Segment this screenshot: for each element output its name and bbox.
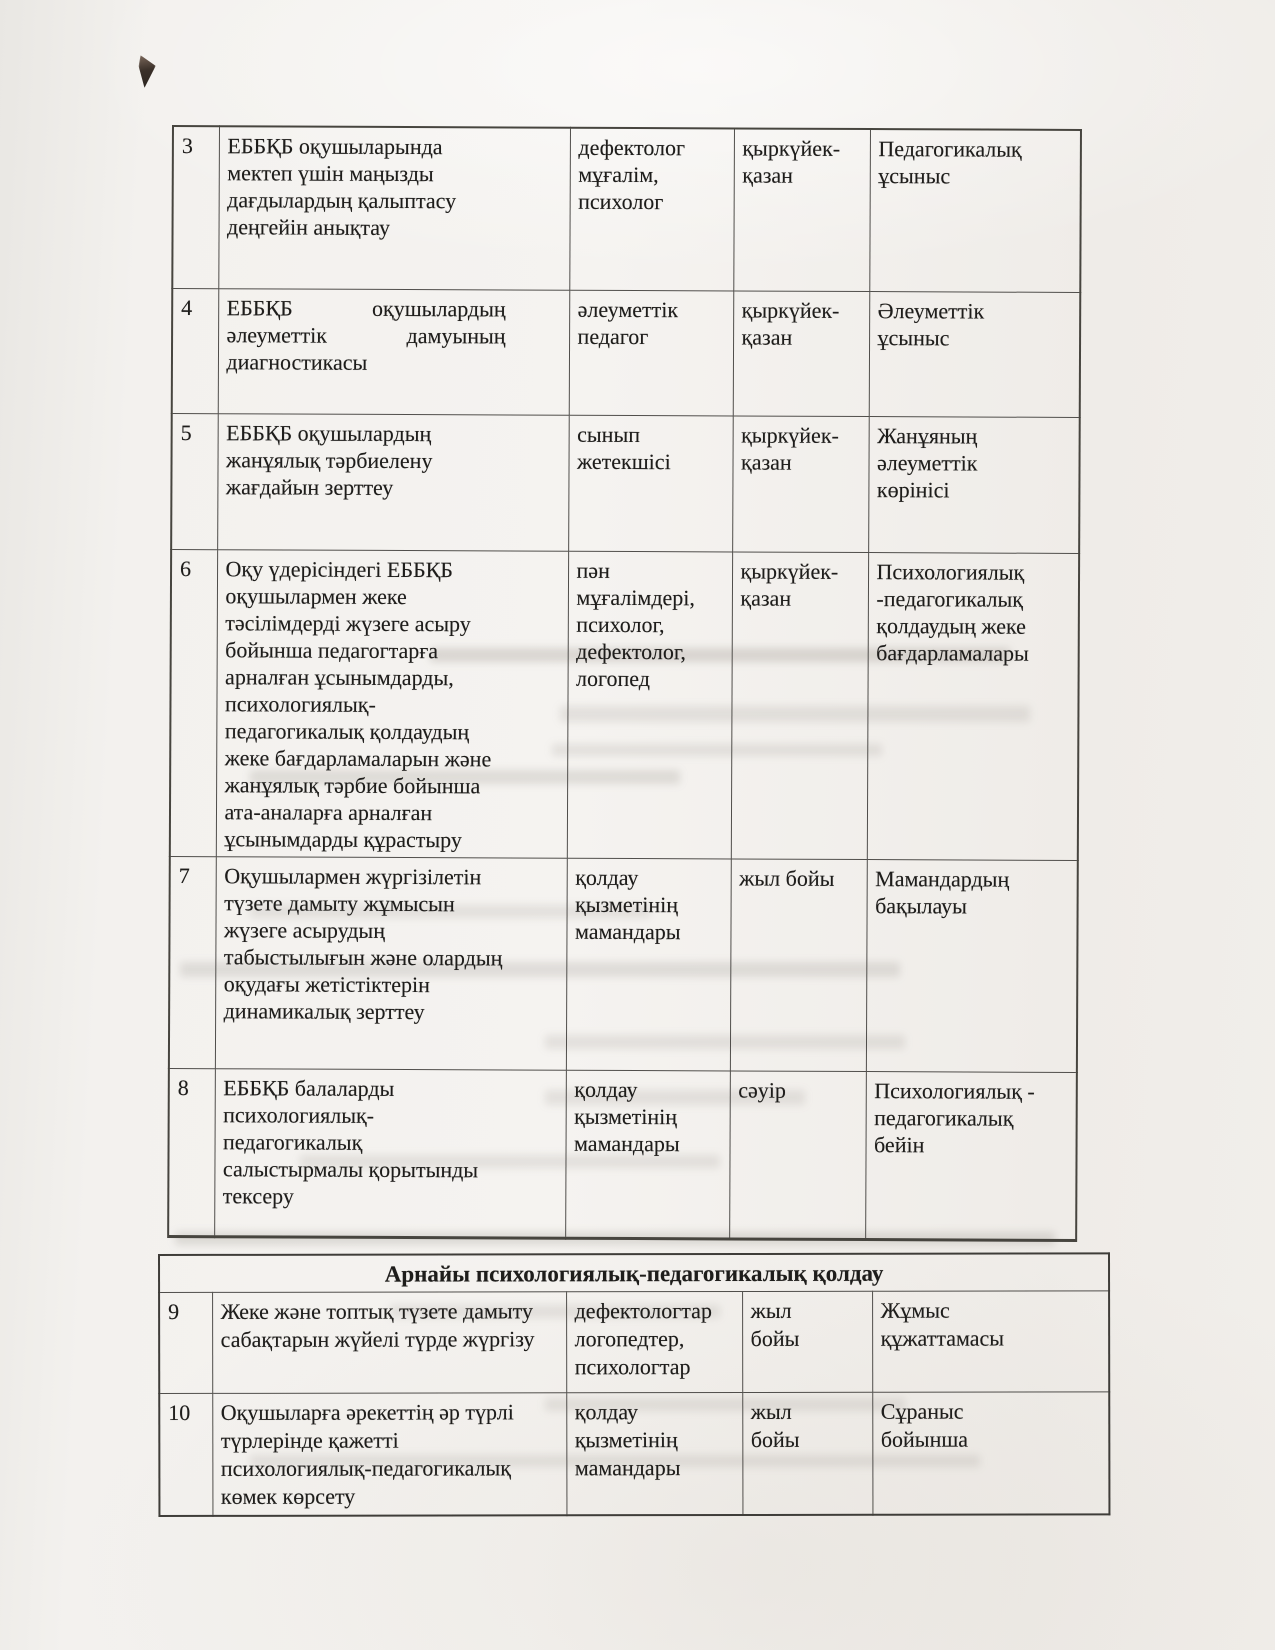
period-cell: қыркүйек-қазан bbox=[731, 551, 868, 859]
row-number-cell: 5 bbox=[171, 413, 218, 549]
table-row bbox=[168, 1068, 1077, 1240]
period-cell: қыркүйек-қазан bbox=[733, 290, 870, 416]
responsible-cell: әлеуметтік педагог bbox=[569, 290, 734, 416]
responsible-cell: дефектологтар логопедтер, психологтар bbox=[566, 1291, 742, 1392]
section-title: Арнайы психологиялық-педагогикалық қолдау bbox=[159, 1253, 1109, 1292]
table-row bbox=[172, 288, 1081, 417]
table-row bbox=[169, 856, 1078, 1072]
table-section-header-row bbox=[159, 1253, 1109, 1292]
row-number-cell: 4 bbox=[172, 288, 219, 413]
table-row bbox=[172, 126, 1081, 292]
task-cell: Оқушыларға әрекеттің әр түрлі түрлерінде қажетті психологиялық-педагогикалық көмек көрсету bbox=[212, 1393, 566, 1516]
table-row bbox=[170, 549, 1079, 860]
result-cell: Жұмыс құжаттамасы bbox=[872, 1291, 1109, 1392]
table-row bbox=[159, 1392, 1109, 1516]
scan-artifact-mark bbox=[136, 55, 156, 89]
task-cell: ЕББҚБ балаларды психологиялық-педагогикалық салыстырмалы қорытынды тексеру bbox=[214, 1068, 566, 1238]
row-number-cell: 7 bbox=[169, 856, 216, 1068]
task-cell: ЕББҚБ оқушылардың жанұялық тәрбиелену жағдайын зерттеу bbox=[217, 413, 569, 551]
task-cell: ЕББҚБ оқушылардың әлеуметтік дамуының диагностикасы bbox=[218, 288, 570, 415]
period-cell: жыл бойы bbox=[742, 1392, 872, 1515]
result-cell: Мамандардың бақылауы bbox=[866, 859, 1078, 1072]
responsible-cell: сынып жетекшісі bbox=[568, 415, 733, 552]
result-cell: Психологиялық - педагогикалық бейін bbox=[865, 1071, 1077, 1240]
row-number-cell: 6 bbox=[170, 549, 217, 856]
task-cell: Оқушылармен жүргізілетін түзете дамыту жұмысын жүзеге асырудың табыстылығын және олардың оқудағы жетістіктерін динамикалық зерттеу bbox=[215, 856, 567, 1070]
period-cell: қыркүйек-қазан bbox=[733, 128, 870, 291]
responsible-cell: қолдау қызметінің мамандары bbox=[566, 1392, 742, 1515]
period-cell: қыркүйек-қазан bbox=[732, 415, 869, 552]
support-plan-table bbox=[167, 125, 1082, 1241]
result-cell: Әлеуметтік ұсыныс bbox=[869, 291, 1081, 417]
task-cell: Оқу үдерісіндегі ЕББҚБ оқушылармен жеке тәсілімдерді жүзеге асыру бойынша педагогтарға арналған ұсынымдарды, психологиялық-педагогикалық қолдаудың жеке бағдарламаларын және жанұялық тәрбие бойынша ата-аналарға арналған ұсынымдарды құрастыру bbox=[216, 549, 568, 858]
task-cell: Жеке және топтық түзете дамыту сабақтарын жүйелі түрде жүргізу bbox=[212, 1292, 566, 1394]
table-row bbox=[171, 413, 1080, 553]
row-number-cell: 8 bbox=[168, 1068, 215, 1236]
period-cell: сәуір bbox=[729, 1070, 866, 1239]
responsible-cell: дефектолог мұғалім, психолог bbox=[569, 128, 734, 291]
result-cell: Психологиялық -педагогикалық қолдаудың жеке бағдарламалары bbox=[867, 552, 1079, 860]
special-support-table bbox=[158, 1252, 1111, 1517]
responsible-cell: қолдау қызметінің мамандары bbox=[565, 1070, 730, 1239]
row-number-cell: 3 bbox=[172, 126, 219, 288]
result-cell: Сұраныс бойынша bbox=[872, 1392, 1109, 1515]
row-number-cell: 9 bbox=[159, 1292, 212, 1393]
responsible-cell: пән мұғалімдері, психолог, дефектолог, логопед bbox=[567, 551, 732, 859]
responsible-cell: қолдау қызметінің мамандары bbox=[566, 858, 731, 1071]
result-cell: Педагогикалық ұсыныс bbox=[869, 129, 1081, 292]
table-row bbox=[159, 1291, 1109, 1394]
result-cell: Жанұяның әлеуметтік көрінісі bbox=[868, 416, 1080, 553]
task-cell: ЕББҚБ оқушыларында мектеп үшін маңызды дағдылардың қалыптасу деңгейін анықтау bbox=[218, 126, 570, 290]
period-cell: жыл бойы bbox=[742, 1291, 872, 1392]
period-cell: жыл бойы bbox=[730, 858, 867, 1071]
row-number-cell: 10 bbox=[159, 1393, 212, 1516]
